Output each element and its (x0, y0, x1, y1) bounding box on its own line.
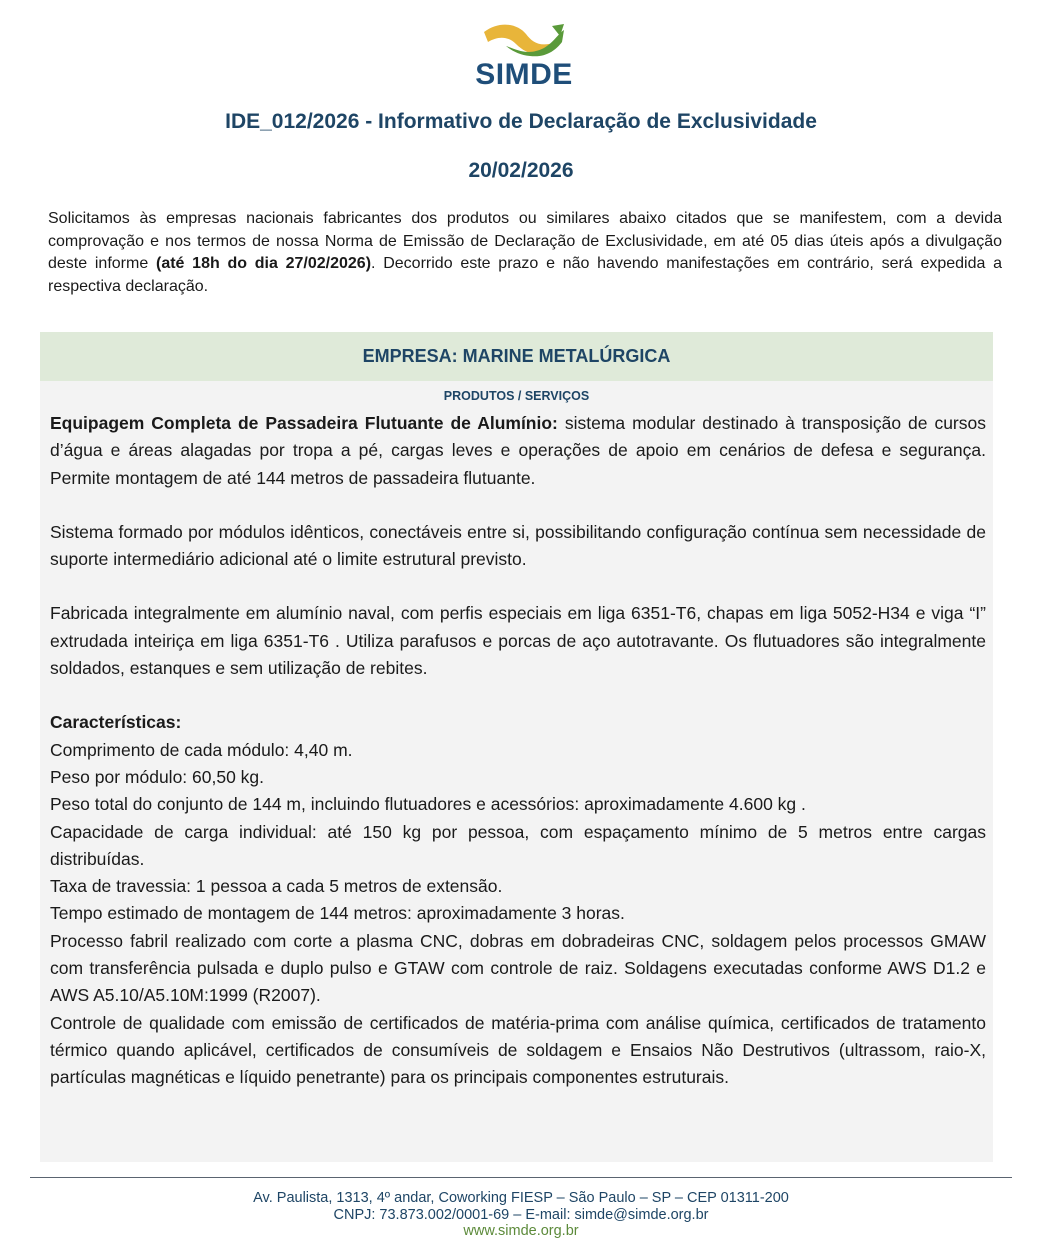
feature-item: Peso por módulo: 60,50 kg. (50, 766, 265, 787)
product-name: Equipagem Completa de Passadeira Flutuante de Alumínio: (50, 413, 558, 433)
footer (0, 1190, 1042, 1240)
product-description (50, 410, 986, 1092)
paragraph-3: Fabricada integralmente em alumínio naval, com perfis especiais em liga 6351-T6, chapas em liga 5052-H34 e viga “I” extrudada inteiriça em liga 6351-T6 . Utiliza parafusos e porcas de aço autotravante. Os flutuadores são integralmente soldados, estanques e sem utilização de rebites. (50, 603, 986, 679)
logo-wave-icon (466, 20, 582, 60)
page-title: IDE_012/2026 - Informativo de Declaração de Exclusividade (225, 110, 817, 133)
feature-item: Processo fabril realizado com corte a plasma CNC, dobras em dobradeiras CNC, soldagem pelos processos GMAW com transferência pulsada e duplo pulso e GTAW com controle de raiz. Soldagens executadas conforme AWS D1.2 e AWS A5.10/A5.10M:1999 (R2007). (50, 930, 986, 1006)
paragraph-2: Sistema formado por módulos idênticos, conectáveis entre si, possibilitando configuração contínua sem necessidade de suporte intermediário adicional até o limite estrutural previsto. (50, 521, 986, 570)
footer-contact: CNPJ: 73.873.002/0001-69 – E-mail: simde@simde.org.br (333, 1206, 709, 1223)
feature-item: Peso total do conjunto de 144 m, incluindo flutuadores e acessórios: aproximadamente 4.600 kg . (50, 794, 806, 815)
features-heading: Características: (50, 712, 182, 733)
logo-text: SIMDE (475, 58, 573, 91)
feature-item: Taxa de travessia: 1 pessoa a cada 5 metros de extensão. (50, 876, 503, 897)
simde-logo (466, 20, 582, 92)
intro-text: Solicitamos às empresas nacionais fabricantes dos produtos ou similares abaixo citados que se manifestem, com a devida comprovação e nos termos de nossa Norma de Emissão de Declaração de Exclusividade, em até 05 dias úteis após a divulgação deste informe (48, 210, 1002, 273)
deadline-text: (até 18h do dia 27/02/2026) (155, 255, 372, 273)
feature-item: Capacidade de carga individual: até 150 kg por pessoa, com espaçamento mínimo de 5 metros entre cargas distribuídas. (50, 821, 986, 869)
footer-address: Av. Paulista, 1313, 4º andar, Coworking FIESP – São Paulo – SP – CEP 01311-200 (253, 1190, 789, 1206)
intro-paragraph (48, 208, 1002, 299)
product-desc: sistema modular destinado à transposição de cursos d’água e áreas alagadas por tropa a pé, cargas leves e operações de apoio em cenários de defesa e segurança. Permite montagem de até 144 metros de passadeira flutuante. (50, 413, 986, 488)
paragraph-1 (50, 410, 986, 492)
feature-item: Tempo estimado de montagem de 144 metros: aproximadamente 3 horas. (50, 903, 625, 924)
feature-item: Comprimento de cada módulo: 4,40 m. (50, 739, 353, 760)
feature-item: Controle de qualidade com emissão de certificados de matéria-prima com análise química, certificados de tratamento térmico quando aplicável, certificados de consumíveis de soldagem e Ensaios Não Destrutivos (ultrassom, raio-X, partículas magnéticas e líquido penetrante) para os principais componentes estruturais. (50, 1012, 986, 1088)
section-label: PRODUTOS / SERVIÇOS (443, 389, 590, 403)
intro-text-end: . Decorrido este prazo e não havendo manifestações em contrário, será expedida a respectiva declaração. (48, 255, 1003, 296)
company-box (40, 332, 993, 1162)
company-heading: EMPRESA: MARINE METALÚRGICA (40, 332, 993, 381)
footer-website-link[interactable]: www.simde.org.br (463, 1223, 579, 1239)
publication-date: 20/02/2026 (468, 159, 574, 182)
footer-divider (30, 1177, 1012, 1178)
